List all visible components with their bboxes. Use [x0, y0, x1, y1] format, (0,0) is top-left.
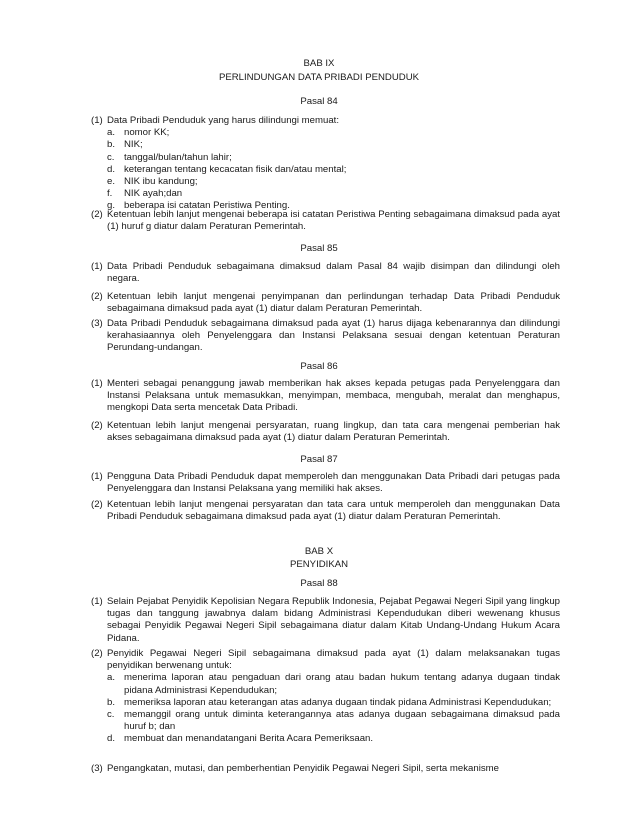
list-item [107, 697, 560, 709]
article-heading: Pasal 85 [300, 243, 338, 254]
chapter-title: BAB IX [303, 58, 335, 69]
list-item [107, 733, 560, 745]
list-item [107, 139, 560, 151]
list-text: memanggil orang untuk diminta keterangannya atas adanya dugaan sebagaimana dimaksud pada huruf b; dan [124, 709, 560, 733]
list-text: NIK ayah;dan [124, 188, 183, 200]
list-letter: c. [107, 709, 115, 721]
paragraph [91, 471, 560, 495]
list-text: memeriksa laporan atau keterangan atas adanya dugaan tindak pidana Administrasi Kependudukan; [124, 696, 552, 708]
paragraph-text: Ketentuan lebih lanjut mengenai persyaratan dan tata cara untuk memperoleh dan menggunakan Data Pribadi Penduduk sebagaimana dimaksud pada ayat (1) diatur dalam Peraturan Pemerintah. [107, 499, 560, 523]
article-heading: Pasal 84 [300, 96, 338, 107]
article-heading: Pasal 88 [300, 578, 338, 589]
list-item [107, 709, 560, 733]
paragraph-text: Ketentuan lebih lanjut mengenai persyaratan, ruang lingkup, dan tata cara mengenai pemberian hak akses sebagaimana dimaksud pada ayat (1) diatur dalam Peraturan Pemerintah. [107, 420, 560, 444]
list-letter: e. [107, 176, 116, 188]
list-letter: f. [107, 188, 113, 200]
paragraph-text: Selain Pejabat Penyidik Kepolisian Negara Republik Indonesia, Pejabat Pegawai Negeri Sipil yang lingkup tugas dan tanggung jawabnya dalam bidang Administrasi Kependudukan diberi wewenang khusus sebagai Penyidik Pegawai Negeri Sipil sebagaimana diatur dalam Kitab Undang-Undang Hukum Acara Pidana. [107, 596, 560, 644]
paragraph-text: Data Pribadi Penduduk yang harus dilindungi memuat: [107, 115, 339, 126]
paragraph-number: (2) [91, 291, 103, 302]
paragraph-number: (1) [91, 115, 103, 126]
paragraph [91, 291, 560, 315]
list-letter: d. [107, 733, 116, 745]
list-letter: d. [107, 163, 116, 175]
paragraph [91, 209, 560, 233]
paragraph [91, 648, 560, 746]
paragraph-number: (1) [91, 471, 103, 482]
list-letter: b. [107, 139, 116, 151]
list-text: beberapa isi catatan Peristiwa Penting. [124, 200, 290, 212]
paragraph-text: Data Pribadi Penduduk sebagaimana dimaksud pada ayat (1) harus dijaga kebenarannya dan dilindungi kerahasiaannya oleh Penyelenggara dan Instansi Pelaksana sesuai dengan ketentuan Peraturan Perundang-undangan. [107, 318, 560, 354]
paragraph [91, 499, 560, 523]
chapter-subtitle: PENYIDIKAN [289, 559, 349, 570]
list-item [107, 152, 560, 164]
paragraph-number: (1) [91, 378, 103, 389]
paragraph-text: Menteri sebagai penanggung jawab memberikan hak akses kepada petugas pada Penyelenggara dan Instansi Pelaksana untuk memasukkan, menyimpan, membaca, mengubah, meralat dan menghapus, mengkopi Data serta mencetak Data Pribadi. [107, 378, 560, 414]
paragraph [91, 318, 560, 355]
chapter-subtitle: PERLINDUNGAN DATA PRIBADI PENDUDUK [218, 72, 420, 83]
list-item [107, 127, 560, 139]
paragraph-number: (3) [91, 763, 103, 774]
paragraph-number: (2) [91, 209, 103, 220]
paragraph-number: (1) [91, 261, 103, 272]
paragraph [91, 261, 560, 285]
list-letter: b. [107, 696, 116, 708]
paragraph [91, 763, 560, 775]
paragraph-number: (2) [91, 420, 103, 431]
article-heading: Pasal 87 [300, 454, 338, 465]
paragraph-number: (2) [91, 648, 103, 659]
paragraph-text: Pengangkatan, mutasi, dan pemberhentian Penyidik Pegawai Negeri Sipil, serta mekanisme [107, 763, 499, 774]
list-text: membuat dan menandatangani Berita Acara Pemeriksaan. [124, 733, 374, 745]
list-item [107, 164, 560, 176]
paragraph [91, 596, 560, 645]
paragraph-text: Data Pribadi Penduduk sebagaimana dimaksud dalam Pasal 84 wajib disimpan dan dilindungi oleh negara. [107, 261, 560, 285]
paragraph-text: Pengguna Data Pribadi Penduduk dapat memperoleh dan menggunakan Data Pribadi dari petugas pada Penyelenggara dan Instansi Pelaksana yang memiliki hak akses. [107, 471, 560, 495]
paragraph-text: Ketentuan lebih lanjut mengenai penyimpanan dan perlindungan terhadap Data Pribadi Penduduk sebagaimana dimaksud pada ayat (1) diatur dalam Peraturan Pemerintah. [107, 291, 560, 315]
paragraph-number: (3) [91, 318, 103, 329]
paragraph [91, 378, 560, 415]
list-text: NIK; [124, 139, 143, 151]
paragraph-text: Ketentuan lebih lanjut mengenai beberapa isi catatan Peristiwa Penting sebagaimana dimaksud pada ayat (1) huruf g diatur dalam Peraturan Pemerintah. [107, 209, 560, 233]
list-item [107, 188, 560, 200]
paragraph-text: Penyidik Pegawai Negeri Sipil sebagaimana dimaksud pada ayat (1) dalam melaksanakan tugas penyidikan berwenang untuk: [107, 648, 560, 672]
paragraph-number: (2) [91, 499, 103, 510]
list-text: nomor KK; [124, 127, 170, 139]
paragraph-number: (1) [91, 596, 103, 607]
article-heading: Pasal 86 [300, 361, 338, 372]
list-item [107, 176, 560, 188]
list-letter: g. [107, 200, 116, 212]
list-text: keterangan tentang kecacatan fisik dan/atau mental; [124, 163, 347, 175]
chapter-title: BAB X [304, 546, 334, 557]
list-letter: a. [107, 127, 116, 139]
list-letter: a. [107, 672, 116, 684]
list-text: tanggal/bulan/tahun lahir; [124, 151, 232, 163]
paragraph [91, 115, 560, 213]
list-item [107, 672, 560, 696]
list-letter: c. [107, 151, 115, 163]
list-text: menerima laporan atau pengaduan dari orang atau badan hukum tentang adanya dugaan tindak pidana Administrasi Kependudukan; [124, 672, 560, 696]
list-text: NIK ibu kandung; [124, 176, 198, 188]
paragraph [91, 420, 560, 444]
